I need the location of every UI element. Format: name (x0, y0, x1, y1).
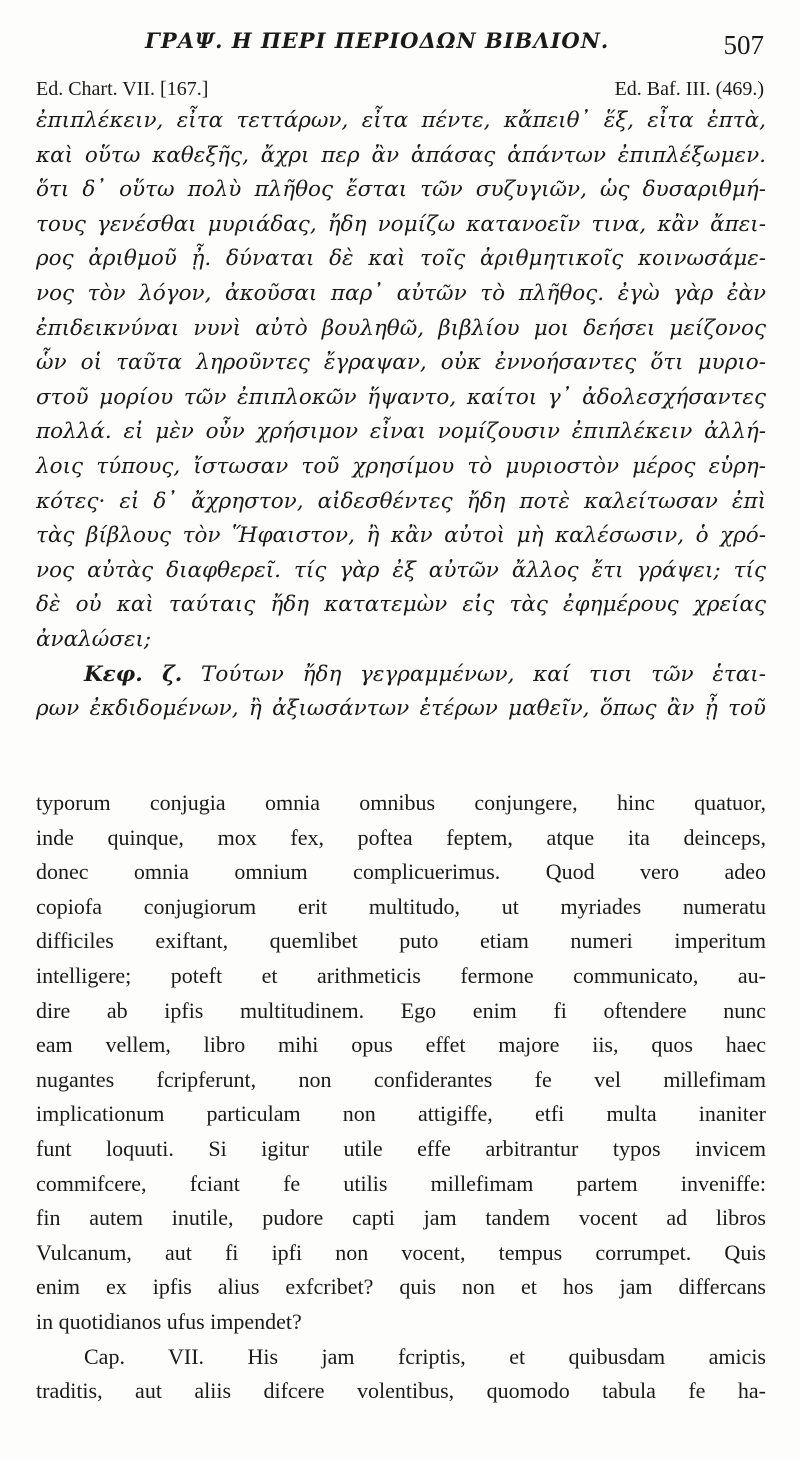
latin-line: Vulcanum, aut fi ipfi non vocent, tempus corrumpet. Quis (36, 1239, 766, 1265)
greek-line: λοις τύπους, ἴστωσαν τοῦ χρησίμου τὸ μυριοστὸν μέρος εὑρη- (36, 453, 766, 479)
greek-line: στοῦ μορίου τῶν ἐπιπλοκῶν ἥψαντο, καίτοι γ᾽ ἀδολεσχήσαντες (36, 384, 766, 410)
latin-line: dire ab ipfis multitudinem. Ego enim fi oftendere nunc (36, 997, 766, 1023)
greek-line: καὶ οὕτω καθεξῆς, ἄχρι περ ἂν ἁπάσας ἁπάντων ἐπιπλέξωμεν. (36, 142, 766, 168)
latin-chapter-heading-line: Cap. VII. His jam fcriptis, et quibusdam amicis (84, 1343, 766, 1369)
latin-line: commifcere, fciant fe utilis millefimam partem inveniffe: (36, 1170, 766, 1196)
latin-line: difficiles exiftant, quemlibet puto etiam numeri imperitum (36, 928, 766, 954)
latin-line: fin autem inutile, pudore capti jam tandem vocent ad libros (36, 1205, 766, 1231)
greek-chapter-text: Τούτων ἤδη γεγραμμένων, καί τισι τῶν ἑται- (201, 661, 766, 687)
greek-line: ρων ἐκδιδομένων, ἢ ἀξιωσάντων ἑτέρων μαθεῖν, ὅπως ἂν ᾖ τοῦ (36, 696, 766, 722)
greek-line: κότες· εἰ δ᾽ ἄχρηστον, αἰδεσθέντες ἤδη ποτὲ καλείτωσαν ἐπὶ (36, 488, 766, 514)
greek-text-block (36, 104, 766, 727)
greek-line: ρος ἀριθμοῦ ᾖ. δύναται δὲ καὶ τοῖς ἀριθμητικοῖς κοινωσάμε- (36, 246, 766, 272)
latin-line: eam vellem, libro mihi opus effet majore iis, quos haec (36, 1032, 766, 1058)
latin-line: enim ex ipfis alius exfcribet? quis non et hos jam differcans (36, 1274, 766, 1300)
latin-line: funt loquuti. Si igitur utile effe arbitrantur typos invicem (36, 1135, 766, 1161)
greek-line: ὧν οἱ ταῦτα ληροῦντες ἔγραψαν, οὐκ ἐννοήσαντες ὅτι μυριο- (36, 350, 766, 376)
latin-line: inde quinque, mox fex, poftea feptem, atque ita deinceps, (36, 824, 766, 850)
latin-line: donec omnia omnium complicuerimus. Quod vero adeo (36, 859, 766, 885)
latin-line: typorum conjugia omnia omnibus conjungere, hinc quatuor, (36, 790, 766, 815)
greek-line: δὲ οὐ καὶ ταύταις ἤδη κατατεμὼν εἰς τὰς ἐφημέρους χρείας (36, 592, 766, 618)
greek-chapter-label: Κεφ. ζ. (84, 661, 183, 687)
edition-basel-ref: Ed. Baf. III. (469.) (614, 78, 764, 100)
latin-line: copiofa conjugiorum erit multitudo, ut myriades numeratu (36, 893, 766, 919)
running-head: ΓΡΑΨ. Η ΠΕΡΙ ΠΕΡΙΟΔΩΝ ΒΙΒΛΙΟΝ. (145, 28, 610, 53)
greek-line: νος αὐτὰς διαφθερεῖ. τίς γὰρ ἐξ αὐτῶν ἄλλος ἔτι γράψει; τίς (36, 557, 766, 583)
latin-line: intelligere; poteft et arithmeticis fermone communicato, au- (36, 962, 766, 988)
greek-line: ὅτι δ᾽ οὕτω πολὺ πλῆθος ἔσται τῶν συζυγιῶν, ὡς δυσαριθμή- (36, 177, 766, 203)
greek-line: τους γενέσθαι μυριάδας, ἤδη νομίζω κατανοεῖν τινα, κἂν ἄπει- (36, 211, 766, 237)
edition-chartier-ref: Ed. Chart. VII. [167.] (36, 78, 209, 100)
greek-line: ἐπιδεικνύναι νυνὶ αὐτὸ βουληθῶ, βιβλίου μοι δεήσει μείζονος (36, 315, 766, 341)
latin-line: traditis, aut aliis difcere volentibus, quomodo tabula fe ha- (36, 1378, 766, 1404)
latin-line: nugantes fcripferunt, non confiderantes fe vel millefimam (36, 1066, 766, 1092)
greek-line: τὰς βίβλους τὸν Ἥφαιστον, ἢ κἂν αὐτοὶ μὴ καλέσωσιν, ὁ χρό- (36, 523, 766, 549)
page-number: 507 (723, 30, 764, 60)
greek-chapter-heading-line (36, 658, 766, 693)
greek-line: πολλά. εἰ μὲν οὖν χρήσιμον εἶναι νομίζουσιν ἐπιπλέκειν ἀλλή- (36, 419, 766, 445)
greek-line: ἀναλώσει; (36, 626, 152, 652)
greek-line: νος τὸν λόγον, ἀκοῦσαι παρ᾽ αὐτῶν τὸ πλῆθος. ἐγὼ γὰρ ἐὰν (36, 280, 766, 306)
latin-line: implicationum particulam non attigiffe, etfi multa inaniter (36, 1101, 766, 1127)
greek-line: ἐπιπλέκειν, εἶτα τεττάρων, εἶτα πέντε, κἄπειθ᾽ ἕξ, εἶτα ἑπτὰ, (36, 108, 766, 133)
latin-text-block (36, 786, 766, 1409)
latin-line: in quotidianos ufus impendet? (36, 1308, 302, 1334)
